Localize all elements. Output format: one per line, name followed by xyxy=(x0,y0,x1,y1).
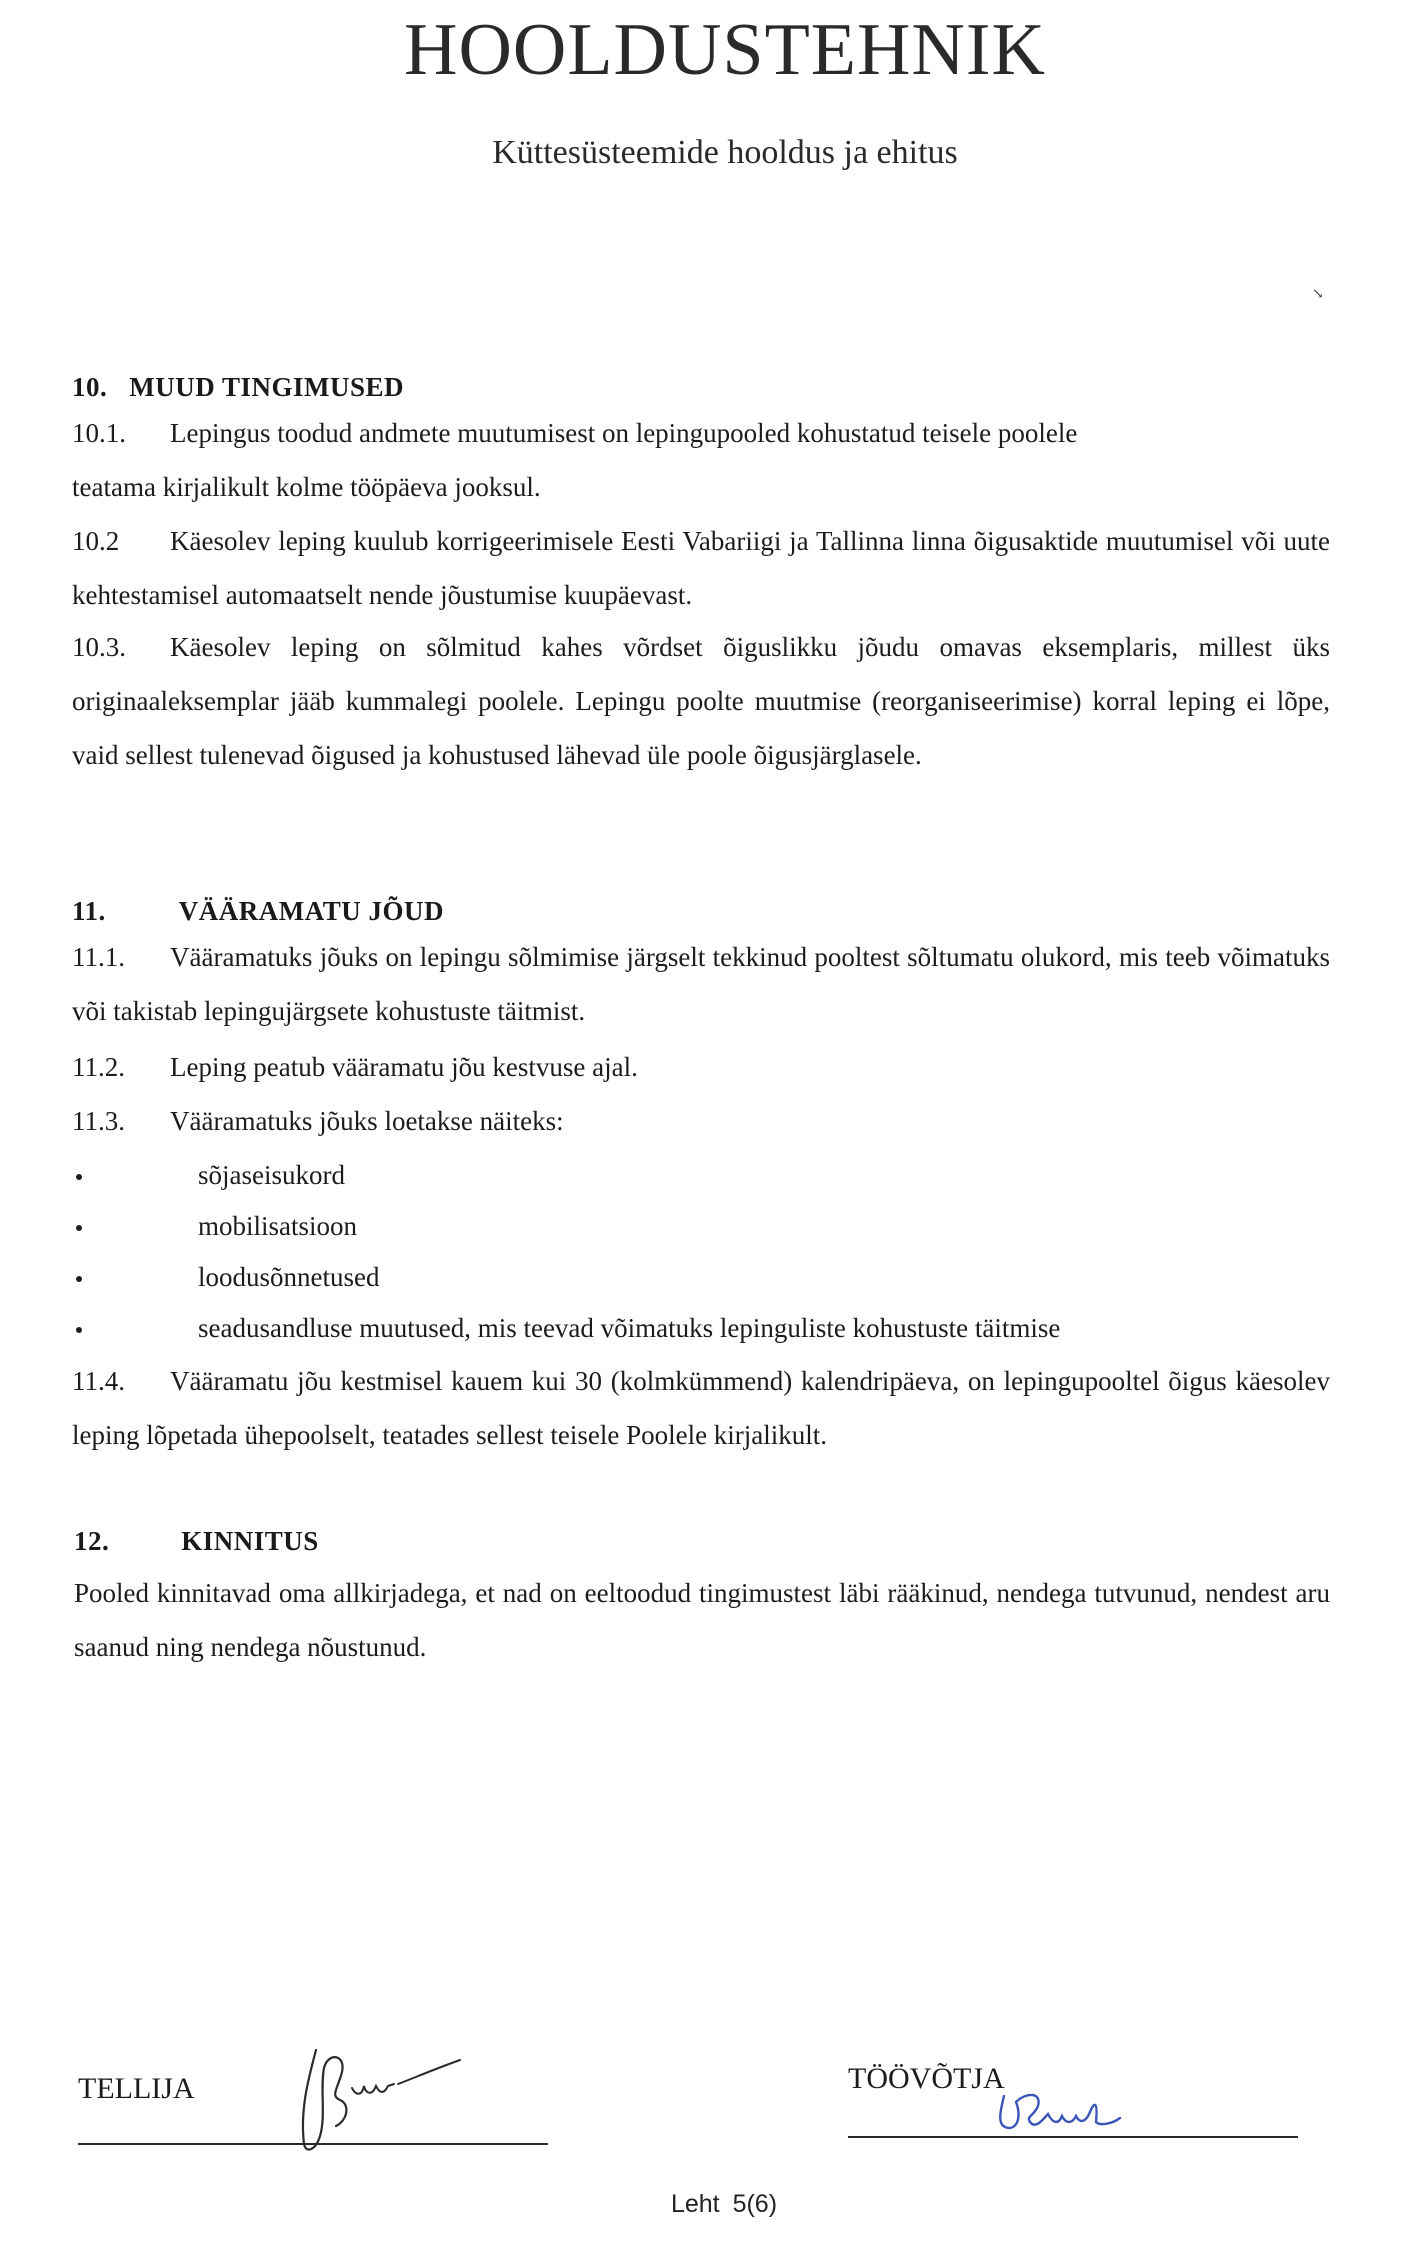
section-11-heading xyxy=(72,896,444,927)
signature-line-client xyxy=(78,2143,548,2145)
section-12-heading xyxy=(74,1526,319,1557)
company-subtitle: Küttesüsteemide hooldus ja ehitus xyxy=(492,134,958,171)
scan-mark: ↘ xyxy=(1312,287,1324,302)
clause-12-text: Pooled kinnitavad oma allkirjadega, et nad on eeltoodud tingimustest läbi rääkinud, nendega tutvunud, nendest aru saanud ning nendega nõustunud. xyxy=(74,1578,1330,1662)
page-footer-number: 5(6) xyxy=(732,2190,778,2218)
clause-10-3-text: Käesolev leping on sõlmitud kahes võrdset õiguslikku jõudu omavas eksemplaris, millest üks originaaleksemplar jääb kummalegi poolele. Lepingu poolte muutmise (reorganiseerimise) korral leping ei lõpe, vaid sellest tulenevad õigused ja kohustused lähevad üle poole õigusjärglasele. xyxy=(72,632,1330,770)
section-10-heading xyxy=(72,372,404,403)
section-10-title: MUUD TINGIMUSED xyxy=(129,372,405,402)
list-item-text: seadusandluse muutused, mis teevad võimatuks lepinguliste kohustuste täitmise xyxy=(198,1313,1061,1343)
company-title: HOOLDUSTEHNIK xyxy=(404,9,1046,91)
signature-client-image xyxy=(290,2040,470,2160)
clause-10-1 xyxy=(72,406,1132,514)
bullet-icon xyxy=(76,1174,82,1180)
clause-11-1 xyxy=(72,930,1330,1038)
list-item-text: mobilisatsioon xyxy=(198,1211,358,1241)
clause-10-2-text: Käesolev leping kuulub korrigeerimisele Eesti Vabariigi ja Tallinna linna õigusaktide muutumisel või uute kehtestamisel automaatselt nende jõustumise kuupäevast. xyxy=(72,526,1330,610)
clause-11-2-text: Leping peatub vääramatu jõu kestvuse ajal. xyxy=(170,1052,638,1082)
clause-11-4-text: Vääramatu jõu kestmisel kauem kui 30 (kolmkümmend) kalendripäeva, on lepingupooltel õigus käesolev leping lõpetada ühepoolselt, teatades sellest teisele Poolele kirjalikult. xyxy=(72,1366,1330,1450)
section-11-number: 11. xyxy=(72,896,106,926)
clause-10-1-text: Lepingus toodud andmete muutumisest on lepingupooled kohustatud teisele poolele teatama kirjalikult kolme tööpäeva jooksul. xyxy=(72,418,1078,502)
clause-11-2-number: 11.2. xyxy=(72,1052,125,1082)
bullet-icon xyxy=(76,1327,82,1333)
clause-10-1-number: 10.1. xyxy=(72,418,126,448)
clause-11-1-text: Vääramatuks jõuks on lepingu sõlmimise järgselt tekkinud pooltest sõltumatu olukord, mis teeb võimatuks või takistab lepingujärgsete kohustuste täitmist. xyxy=(72,942,1330,1026)
section-11-title: VÄÄRAMATU JÕUD xyxy=(178,896,444,926)
bullet-icon xyxy=(76,1225,82,1231)
clause-10-2 xyxy=(72,514,1330,622)
clause-11-3-number: 11.3. xyxy=(72,1106,125,1136)
clause-11-4 xyxy=(72,1354,1330,1462)
page-footer-label: Leht xyxy=(670,2190,720,2218)
clause-10-3 xyxy=(72,620,1330,782)
section-12-number: 12. xyxy=(74,1526,110,1556)
section-12-title: KINNITUS xyxy=(181,1526,319,1556)
list-item-text: loodusõnnetused xyxy=(198,1262,380,1292)
clause-11-3 xyxy=(72,1094,1330,1148)
clause-10-2-number: 10.2 xyxy=(72,526,120,556)
clause-11-2 xyxy=(72,1040,1330,1094)
clause-11-1-number: 11.1. xyxy=(72,942,125,972)
clause-10-3-number: 10.3. xyxy=(72,632,126,662)
page-footer xyxy=(0,2190,1418,2219)
section-10-number: 10. xyxy=(72,372,108,402)
signature-contractor-image xyxy=(990,2082,1140,2142)
signature-label-contractor: TÖÖVÕTJA xyxy=(848,2062,1005,2095)
signature-line-contractor xyxy=(848,2136,1298,2138)
clause-11-3-text: Vääramatuks jõuks loetakse näiteks: xyxy=(170,1106,564,1136)
bullet-icon xyxy=(76,1276,82,1282)
list-item-text: sõjaseisukord xyxy=(198,1160,345,1190)
clause-11-4-number: 11.4. xyxy=(72,1366,125,1396)
signature-label-client: TELLIJA xyxy=(78,2072,195,2105)
